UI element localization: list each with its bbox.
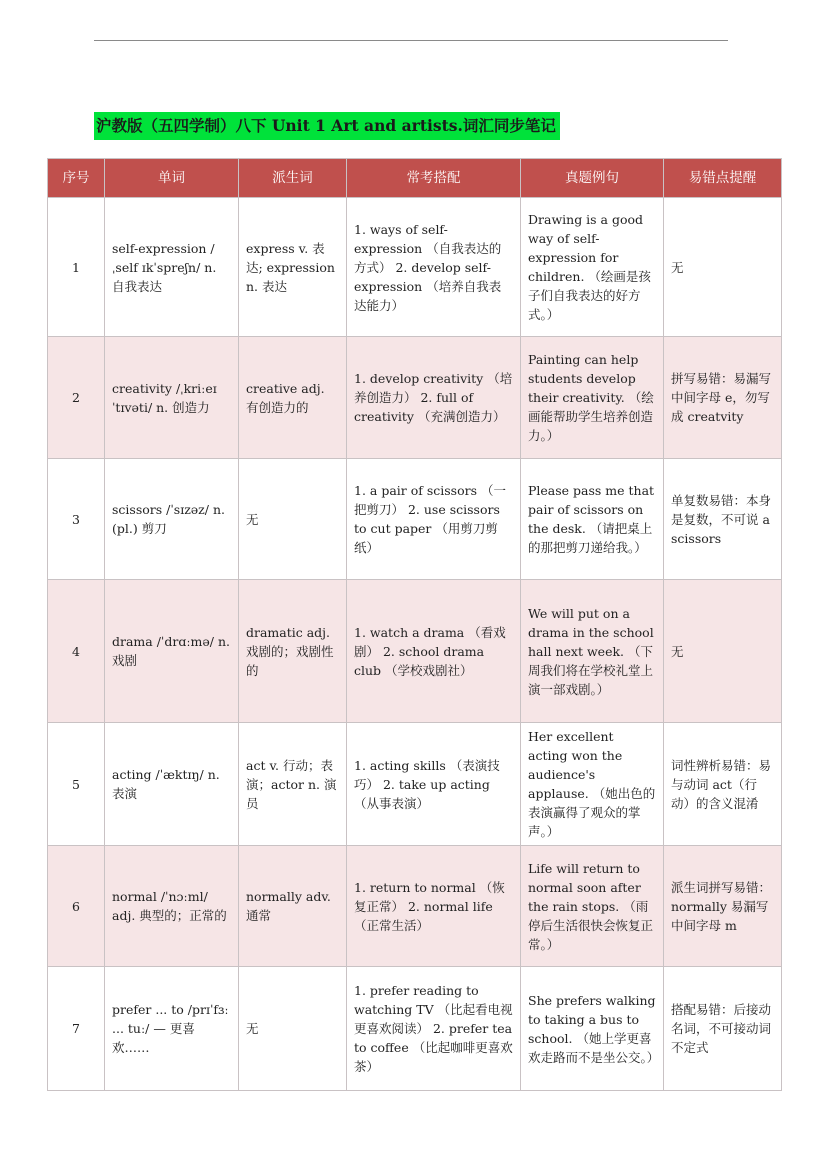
table-row bbox=[48, 967, 782, 1091]
example-cell: Life will return to normal soon after the rain stops. （雨停后生活很快会恢复正常。） bbox=[521, 846, 664, 967]
collocation-cell: 1. prefer reading to watching TV （比起看电视更喜欢阅读） 2. prefer tea to coffee （比起咖啡更喜欢茶） bbox=[347, 967, 521, 1091]
collocation-cell: 1. return to normal （恢复正常） 2. normal life （正常生活） bbox=[347, 846, 521, 967]
row-number: 2 bbox=[48, 337, 105, 459]
tip-cell: 无 bbox=[664, 198, 782, 337]
derivative-cell: normally adv. 通常 bbox=[239, 846, 347, 967]
word-cell: scissors /ˈsɪzəz/ n. (pl.) 剪刀 bbox=[105, 459, 239, 580]
example-cell: She prefers walking to taking a bus to school. （她上学更喜欢走路而不是坐公交。） bbox=[521, 967, 664, 1091]
word-cell: drama /ˈdrɑːmə/ n. 戏剧 bbox=[105, 580, 239, 723]
word-cell: normal /ˈnɔːml/ adj. 典型的；正常的 bbox=[105, 846, 239, 967]
tip-cell: 无 bbox=[664, 580, 782, 723]
collocation-cell: 1. develop creativity （培养创造力） 2. full of creativity （充满创造力） bbox=[347, 337, 521, 459]
document-title: 沪教版（五四学制）八下 Unit 1 Art and artists.词汇同步笔记 bbox=[94, 112, 560, 140]
collocation-cell: 1. acting skills （表演技巧） 2. take up acting （从事表演） bbox=[347, 723, 521, 846]
word-cell: self-expression /ˌself ɪkˈspreʃn/ n. 自我表达 bbox=[105, 198, 239, 337]
example-cell: Her excellent acting won the audience's applause. （她出色的表演赢得了观众的掌声。） bbox=[521, 723, 664, 846]
word-cell: creativity /ˌkriːeɪˈtɪvəti/ n. 创造力 bbox=[105, 337, 239, 459]
header-collocation: 常考搭配 bbox=[347, 159, 521, 198]
header-word: 单词 bbox=[105, 159, 239, 198]
header-example: 真题例句 bbox=[521, 159, 664, 198]
example-cell: Please pass me that pair of scissors on the desk. （请把桌上的那把剪刀递给我。） bbox=[521, 459, 664, 580]
word-cell: prefer ... to /prɪˈfɜː ... tuː/ — 更喜欢…… bbox=[105, 967, 239, 1091]
header-divider bbox=[94, 40, 728, 41]
word-cell: acting /ˈæktɪŋ/ n. 表演 bbox=[105, 723, 239, 846]
collocation-cell: 1. watch a drama （看戏剧） 2. school drama club （学校戏剧社） bbox=[347, 580, 521, 723]
table-row bbox=[48, 846, 782, 967]
tip-cell: 单复数易错：本身是复数，不可说 a scissors bbox=[664, 459, 782, 580]
collocation-cell: 1. ways of self-expression （自我表达的方式） 2. develop self-expression （培养自我表达能力） bbox=[347, 198, 521, 337]
collocation-cell: 1. a pair of scissors （一把剪刀） 2. use scissors to cut paper （用剪刀剪纸） bbox=[347, 459, 521, 580]
row-number: 4 bbox=[48, 580, 105, 723]
row-number: 3 bbox=[48, 459, 105, 580]
example-cell: Drawing is a good way of self-expression for children. （绘画是孩子们自我表达的好方式。） bbox=[521, 198, 664, 337]
table-header-row bbox=[48, 159, 782, 198]
row-number: 5 bbox=[48, 723, 105, 846]
header-tip: 易错点提醒 bbox=[664, 159, 782, 198]
table-row bbox=[48, 723, 782, 846]
tip-cell: 词性辨析易错：易与动词 act（行动）的含义混淆 bbox=[664, 723, 782, 846]
tip-cell: 搭配易错：后接动名词，不可接动词不定式 bbox=[664, 967, 782, 1091]
example-cell: We will put on a drama in the school hall next week. （下周我们将在学校礼堂上演一部戏剧。） bbox=[521, 580, 664, 723]
row-number: 7 bbox=[48, 967, 105, 1091]
table-row bbox=[48, 337, 782, 459]
derivative-cell: 无 bbox=[239, 967, 347, 1091]
vocabulary-table bbox=[47, 158, 782, 1091]
derivative-cell: express v. 表达; expression n. 表达 bbox=[239, 198, 347, 337]
header-derivative: 派生词 bbox=[239, 159, 347, 198]
table-row bbox=[48, 459, 782, 580]
tip-cell: 派生词拼写易错：normally 易漏写中间字母 m bbox=[664, 846, 782, 967]
derivative-cell: dramatic adj. 戏剧的；戏剧性的 bbox=[239, 580, 347, 723]
row-number: 1 bbox=[48, 198, 105, 337]
derivative-cell: act v. 行动；表演；actor n. 演员 bbox=[239, 723, 347, 846]
table-row bbox=[48, 580, 782, 723]
derivative-cell: creative adj. 有创造力的 bbox=[239, 337, 347, 459]
example-cell: Painting can help students develop their creativity. （绘画能帮助学生培养创造力。） bbox=[521, 337, 664, 459]
derivative-cell: 无 bbox=[239, 459, 347, 580]
row-number: 6 bbox=[48, 846, 105, 967]
table-row bbox=[48, 198, 782, 337]
header-number: 序号 bbox=[48, 159, 105, 198]
tip-cell: 拼写易错：易漏写中间字母 e，勿写成 creatvity bbox=[664, 337, 782, 459]
